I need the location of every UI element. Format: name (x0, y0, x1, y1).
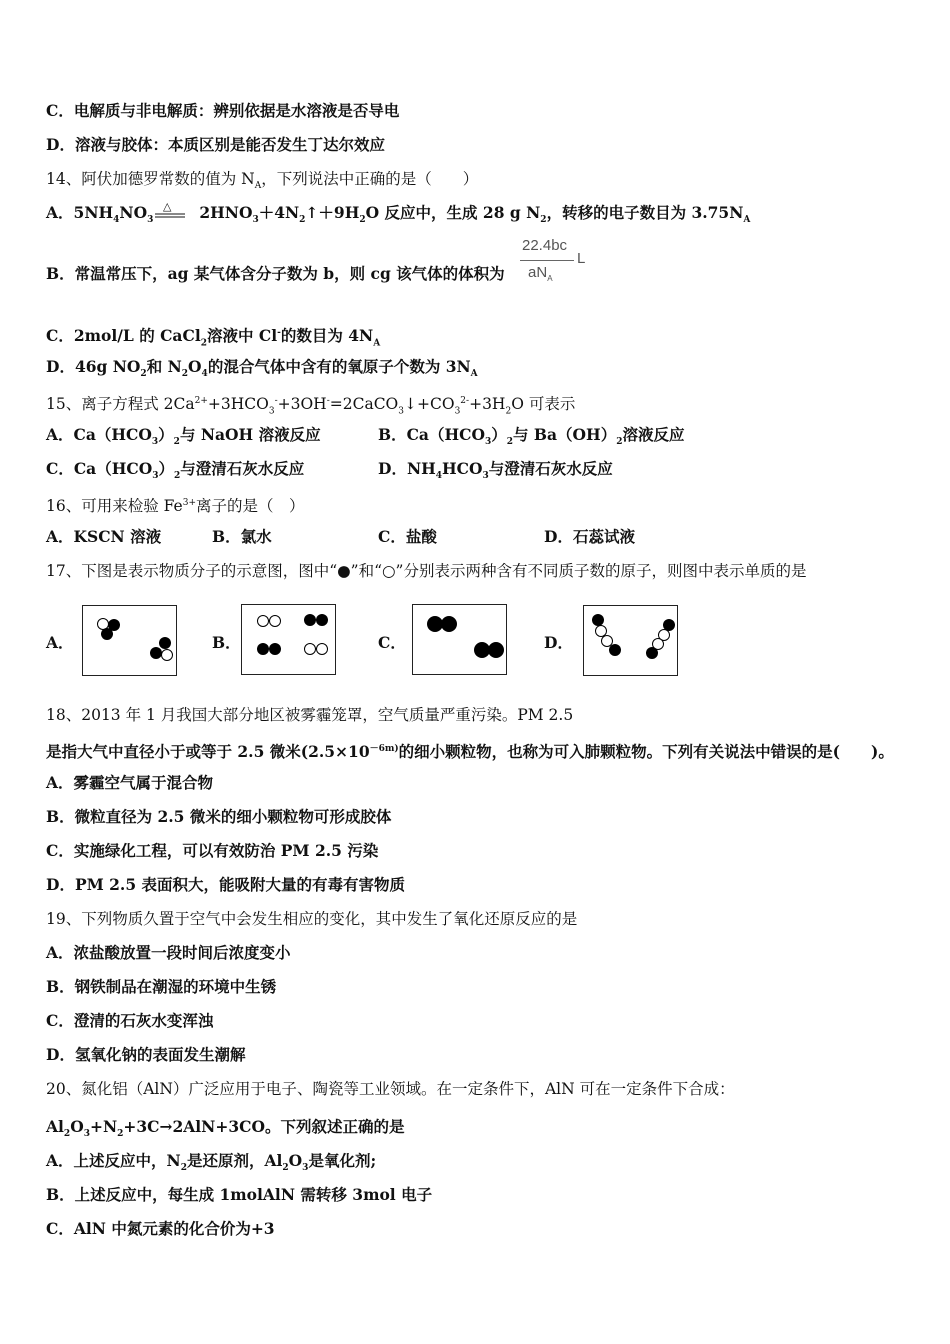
q19-option-a: A．浓盐酸放置一段时间后浓度变小 (46, 943, 291, 962)
q16-option-c: C．盐酸 (378, 527, 437, 546)
q17-option-b-label: B． (212, 633, 241, 652)
q15-option-b: B．$Ca(HCO_3)_2$与 $Ba(OH)_2$溶液反应 (378, 425, 685, 448)
q17-diagram-c (412, 604, 507, 675)
fraction-bar (520, 260, 574, 261)
fraction-numerator: 22.4bc (522, 237, 568, 254)
q17-option-d-label: D． (544, 633, 573, 652)
q15-option-d: D．$NH_4HCO_3$与澄清石灰水反应 (378, 459, 613, 482)
q18-stem-line1: 18、2013 年 1 月我国大部分地区被雾霾笼罩，空气质量严重污染。PM 2.5 (46, 706, 574, 724)
q16-option-a: A．KSCN 溶液 (46, 527, 162, 546)
black-atom (101, 628, 113, 640)
q18-option-a: A．雾霾空气属于混合物 (46, 773, 214, 792)
q20-equation: $Al_2O_3+N_2+3C\to 2AlN+3CO$。下列叙述正确的是 (46, 1117, 405, 1140)
q17-option-c-label: C． (378, 633, 406, 652)
q20-option-a: A．上述反应中，$N_2$是还原剂，$Al_2O_3$是氧化剂; (46, 1151, 377, 1174)
q20-option-b: B．上述反应中，每生成 1molAlN 需转移 3mol 电子 (46, 1185, 433, 1204)
q19-option-c: C．澄清的石灰水变浑浊 (46, 1011, 214, 1030)
q14-option-c: C．2mol/L 的 CaCl$_2$溶液中 Cl-的数目为 $4N_A$ (46, 326, 381, 349)
q15-stem: 15、离子方程式 $2Ca^{2+}+3HCO_3^-+3OH^-=2CaCO_3↓+CO_3^{2-}+3H_2O$ 可表示 (46, 395, 576, 417)
volume-fraction (518, 237, 588, 291)
q14-option-b: B．常温常压下，ag 某气体含分子数为 b，则 cg 该气体的体积为 (46, 264, 505, 283)
heat-condition-symbol: △ (163, 200, 172, 213)
q15-option-c: C．$Ca(HCO_3)_2$与澄清石灰水反应 (46, 459, 305, 482)
black-atom (159, 637, 171, 649)
q16-option-d: D．石蕊试液 (544, 527, 635, 546)
q13-option-d: D．溶液与胶体：本质区别是能否发生丁达尔效应 (46, 135, 385, 154)
fraction-denominator: $aN_A$ (528, 264, 553, 283)
black-atom (304, 614, 316, 626)
q16-option-b: B．氯水 (212, 527, 272, 546)
white-atom (304, 643, 316, 655)
white-atom (257, 615, 269, 627)
black-atom (441, 616, 457, 632)
black-atom (269, 643, 281, 655)
fraction-unit: L (577, 250, 586, 267)
q20-stem: 20、氮化铝（AlN）广泛应用于电子、陶瓷等工业领域。在一定条件下，AlN 可在一定条件下合成： (46, 1080, 735, 1098)
white-atom (161, 649, 173, 661)
q14-stem: 14、阿伏加德罗常数的值为 $N_A$，下列说法中正确的是（ ） (46, 170, 479, 192)
q18-option-b: B．微粒直径为 2.5 微米的细小颗粒物可形成胶体 (46, 807, 392, 826)
q14-option-d: D．46g $NO_2$和 $N_2O_4$的混合气体中含有的氧原子个数为 $3N_A$ (46, 357, 478, 380)
q19-option-d: D．氢氧化钠的表面发生潮解 (46, 1045, 246, 1064)
q20-option-c: C．AlN 中氮元素的化合价为+3 (46, 1219, 275, 1238)
q17-diagram-a (82, 605, 177, 676)
white-atom (269, 615, 281, 627)
black-atom (316, 614, 328, 626)
q17-option-a-label: A． (46, 633, 74, 652)
q17-diagram-d (583, 605, 678, 676)
q14-option-a: A．$5NH_4NO_3$ $2HNO_3+4N_2↑+9H_2O$ 反应中，生成 28 g $N_2$，转移的电子数目为 $3.75N_A$ (46, 203, 751, 226)
q15-option-a: A．$Ca(HCO_3)_2$与 NaOH 溶液反应 (46, 425, 321, 448)
black-atom (609, 644, 621, 656)
black-atom (488, 642, 504, 658)
q17-diagram-b (241, 604, 336, 675)
q19-option-b: B．钢铁制品在潮湿的环境中生锈 (46, 977, 277, 996)
q18-stem-line2: 是指大气中直径小于或等于 2.5 微米($2.5\times 10^{-6m)}$的细小颗粒物，也称为可入肺颗粒物。下列有关说法中错误的是( )。 (46, 742, 894, 762)
q19-stem: 19、下列物质久置于空气中会发生相应的变化，其中发生了氧化还原反应的是 (46, 910, 578, 928)
white-atom (316, 643, 328, 655)
q16-stem: 16、可用来检验 $Fe^{3+}$离子的是（ ） (46, 497, 305, 516)
black-atom (257, 643, 269, 655)
q18-option-d: D．PM 2.5 表面积大，能吸附大量的有毒有害物质 (46, 875, 406, 894)
q17-stem: 17、下图是表示物质分子的示意图，图中“●”和“○”分别表示两种含有不同质子数的原子，则图中表示单质的是 (46, 562, 807, 580)
q13-option-c: C．电解质与非电解质：辨别依据是水溶液是否导电 (46, 101, 400, 120)
q18-option-c: C．实施绿化工程，可以有效防治 PM 2.5 污染 (46, 841, 379, 860)
black-atom (646, 647, 658, 659)
